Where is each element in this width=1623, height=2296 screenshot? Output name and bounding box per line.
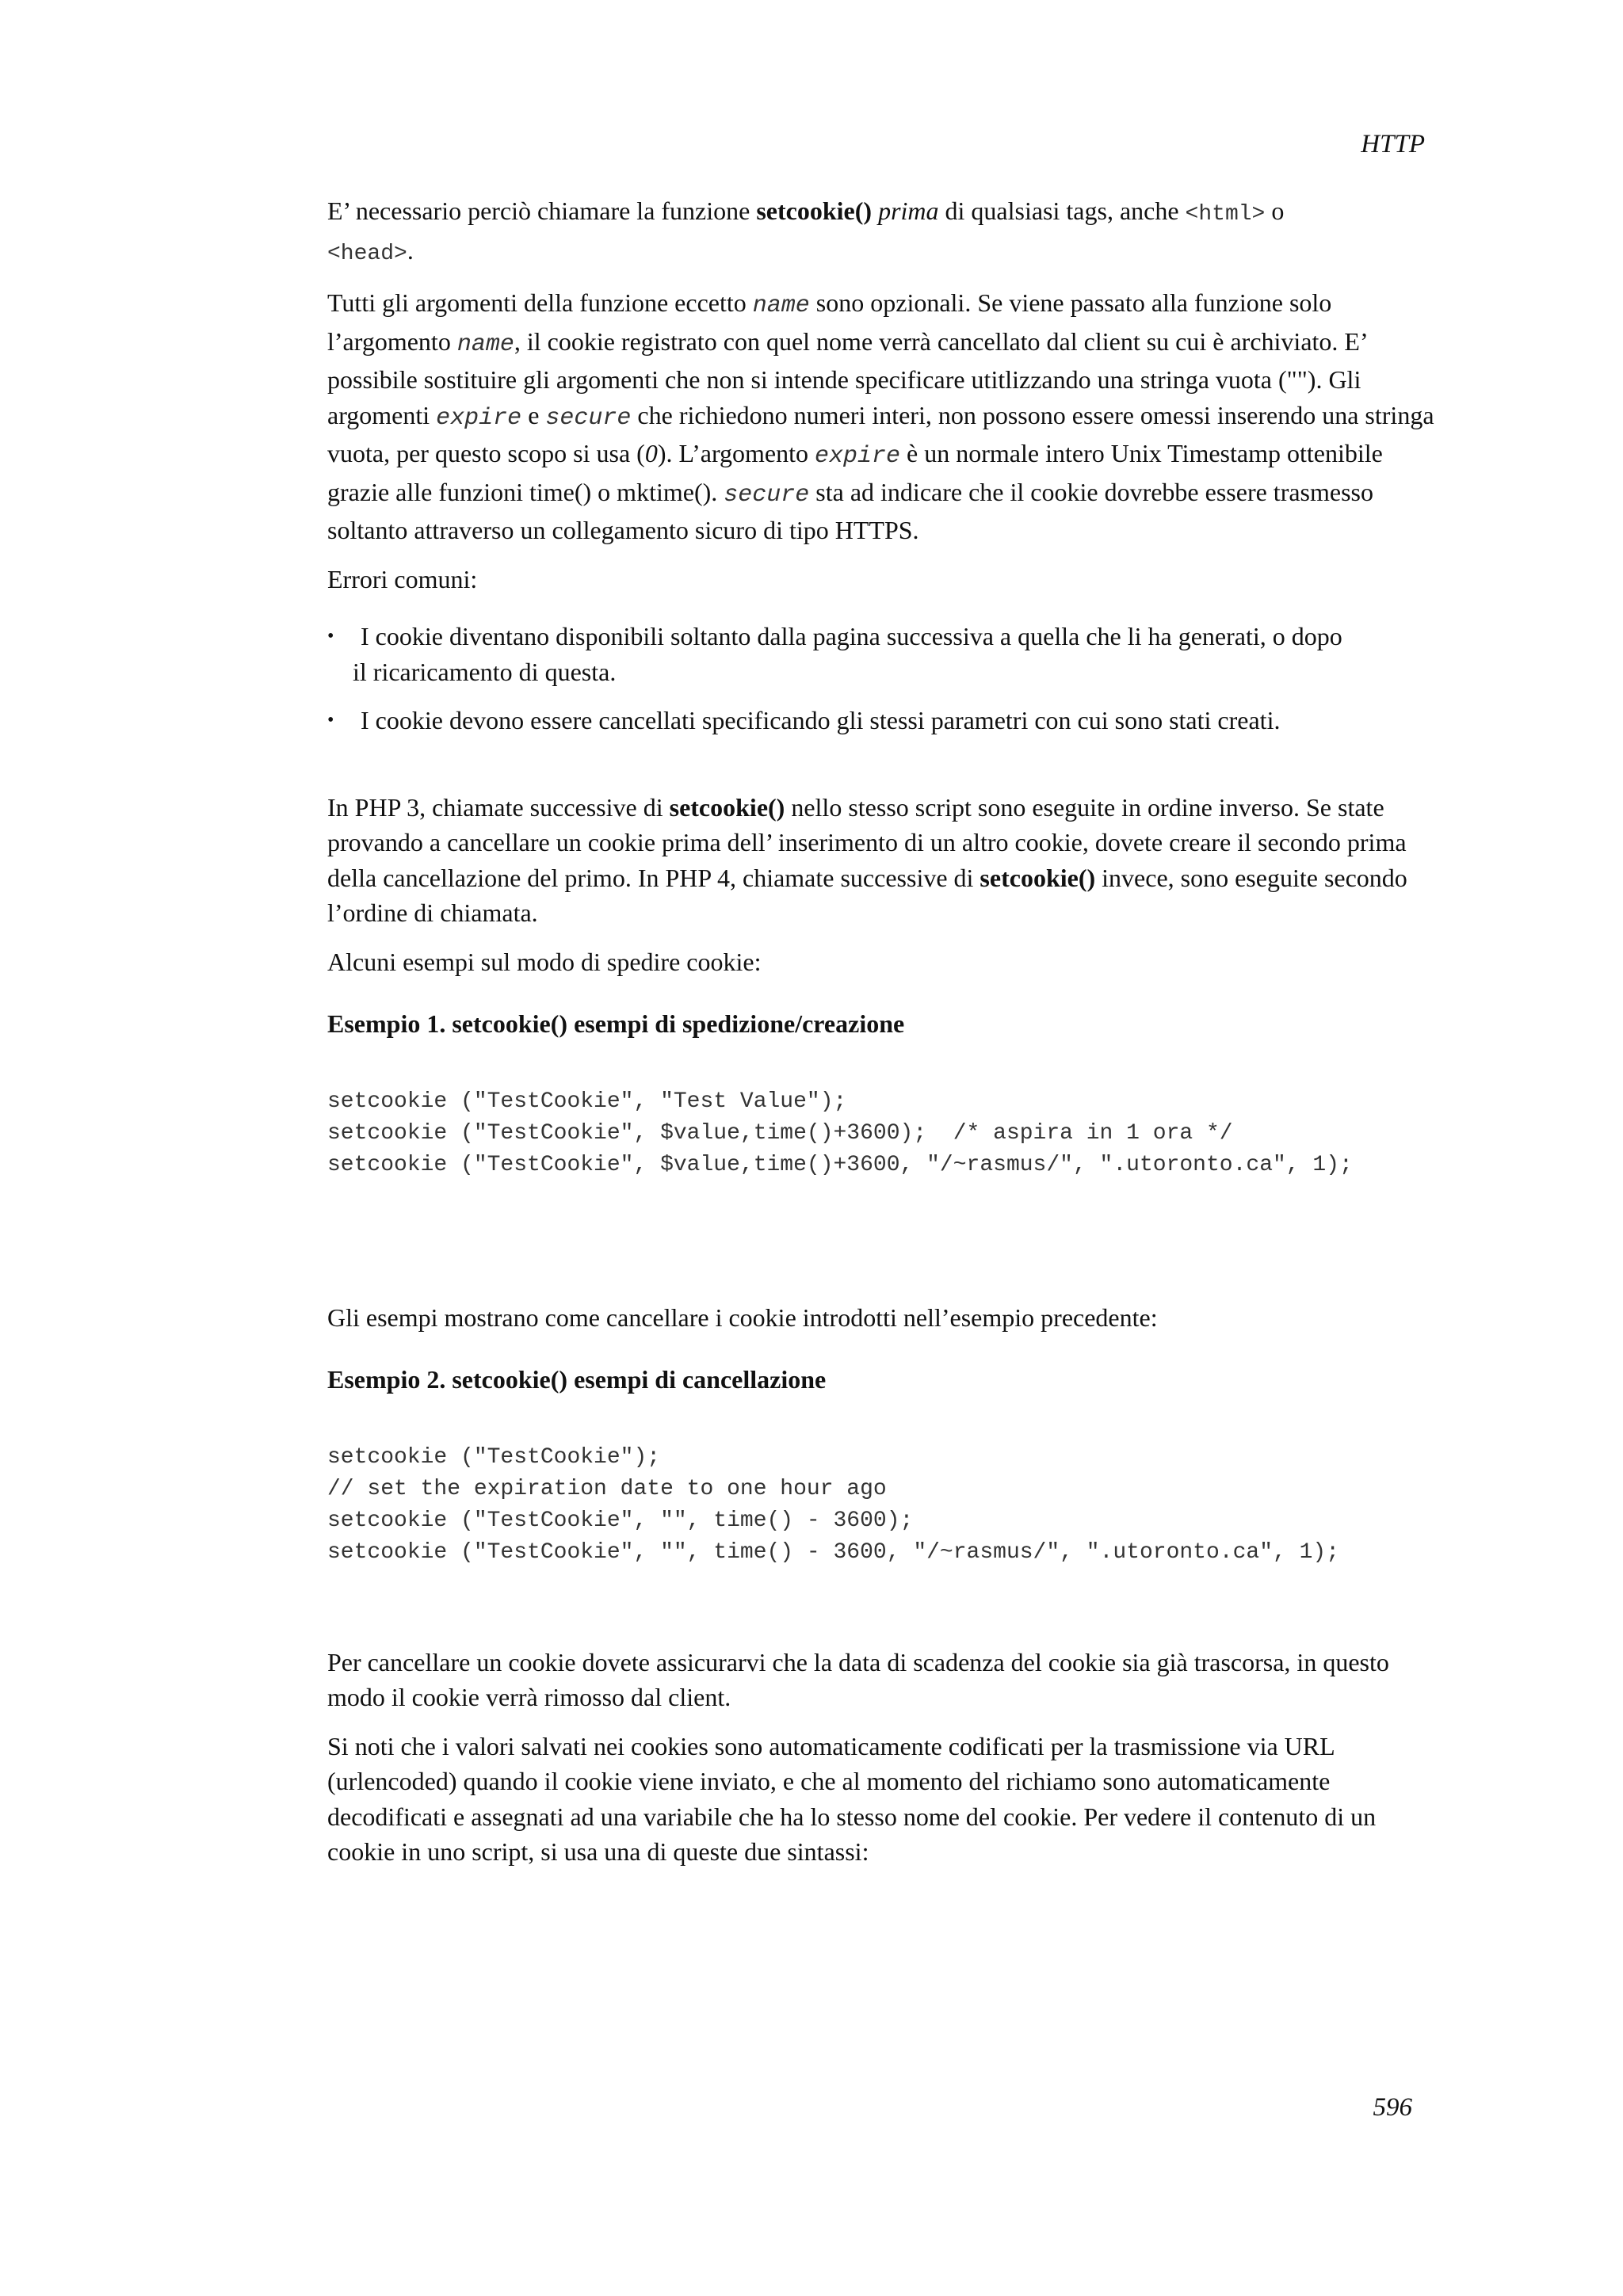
page-body — [327, 193, 1437, 1883]
spacer — [327, 752, 1437, 790]
text: In PHP 3, chiamate successive di — [327, 792, 670, 822]
text — [872, 196, 878, 225]
list-item-text: I cookie devono essere cancellati specificando gli stessi parametri con cui sono stati creati. — [361, 706, 1281, 734]
paragraph-delete-cookie: Per cancellare un cookie dovete assicurarvi che la data di scadenza del cookie sia già trascorsa, in questo modo il cookie verrà rimosso dal client. — [327, 1647, 1389, 1711]
text: sta ad indicare che il cookie dovrebbe essere trasmesso soltanto attraverso un collegamento sicuro di tipo HTTPS. — [327, 477, 1373, 544]
inline-code: name — [752, 292, 810, 319]
bullet-icon: • — [327, 710, 334, 730]
text: che richiedono numeri interi, non possono essere omessi inserendo una stringa vuota, per questo scopo si usa ( — [327, 400, 1434, 467]
list-item-text-continued: il ricaricamento di questa. — [353, 657, 617, 686]
text: ). L’argomento — [657, 439, 815, 467]
text: . — [407, 235, 414, 265]
text: di qualsiasi tags, anche — [938, 196, 1186, 225]
paragraph-arguments — [327, 285, 1437, 548]
paragraph-setcookie-intro — [327, 193, 1437, 272]
list-item — [327, 619, 1437, 689]
text: e — [521, 400, 546, 429]
list-item — [327, 703, 1437, 738]
inline-code: <head> — [327, 241, 407, 266]
text: invece, sono eseguite secondo l’ordine di chiamata. — [327, 863, 1407, 927]
example-1-title: Esempio 1. setcookie() esempi di spedizione/creazione — [327, 1009, 905, 1038]
paragraph-common-errors: Errori comuni: — [327, 564, 478, 593]
function-name: setcookie() — [669, 792, 785, 822]
inline-code: secure — [724, 481, 810, 509]
paragraph-examples-intro: Alcuni esempi sul modo di spedire cookie: — [327, 947, 762, 976]
inline-code: expire — [815, 443, 901, 470]
inline-code: <html> — [1185, 202, 1266, 227]
text: sono opzionali. Se viene passato alla funzione solo l’argomento — [327, 288, 1332, 356]
text: o — [1265, 196, 1285, 225]
text: nello stesso script sono eseguite in ordine inverso. Se state provando a cancellare un cookie prima dell’ inserimento di un altro cookie, dovete creare il secondo prima della cancellazione del primo. In PHP 4, chiamate successive di — [327, 792, 1407, 892]
paragraph-urlencoded: Si noti che i valori salvati nei cookies sono automaticamente codificati per la trasmissione via URL (urlencoded) quando il cookie viene inviato, e che al momento del richiamo sono automaticamente decodificati e assegnati ad una variabile che ha lo stesso nome del cookie. Per vedere il contenuto di un cookie in uno script, si usa una di queste due sintassi: — [327, 1731, 1377, 1866]
example-2-code: setcookie ("TestCookie"); // set the expiration date to one hour ago setcookie ("TestCookie", "", time() - 3600); setcookie ("TestCookie", "", time() - 3600, "/~rasmus/", ".utoronto.ca", 1); — [327, 1444, 1340, 1565]
list-item-text: I cookie diventano disponibili soltanto dalla pagina successiva a quella che li ha generati, o dopo — [361, 622, 1342, 650]
text: è un normale intero Unix Timestamp ottenibile grazie alle funzioni time() o mktime(). — [327, 439, 1383, 506]
running-head: HTTP — [1361, 130, 1425, 158]
bullet-icon: • — [327, 626, 334, 646]
bullet-list — [327, 619, 1437, 738]
emphasis: prima — [878, 196, 939, 225]
emphasis: 0 — [644, 439, 658, 467]
paragraph-delete-intro: Gli esempi mostrano come cancellare i cookie introdotti nell’esempio precedente: — [327, 1302, 1158, 1332]
function-name: setcookie() — [980, 863, 1096, 892]
example-2-title: Esempio 2. setcookie() esempi di cancellazione — [327, 1365, 827, 1394]
inline-code: secure — [545, 404, 632, 432]
text: Tutti gli argomenti della funzione eccetto — [327, 288, 753, 317]
text: , il cookie registrato con quel nome verrà cancellato dal client su cui è archiviato. E’ possibile sostituire gli argomenti che non si intende specificare utitlizzando una stringa vuota (""). Gli argomenti — [327, 326, 1367, 429]
inline-code: expire — [436, 404, 522, 432]
text: E’ necessario perciò chiamare la funzione — [327, 196, 757, 225]
page-number: 596 — [1373, 2093, 1412, 2122]
paragraph-php-versions — [327, 790, 1437, 931]
inline-code: name — [456, 330, 514, 358]
example-1-code: setcookie ("TestCookie", "Test Value"); setcookie ("TestCookie", $value,time()+3600); /* aspira in 1 ora */ setcookie ("TestCookie", $value,time()+3600, "/~rasmus/", ".utoronto.ca", 1); — [327, 1089, 1353, 1177]
function-name: setcookie() — [756, 196, 873, 225]
